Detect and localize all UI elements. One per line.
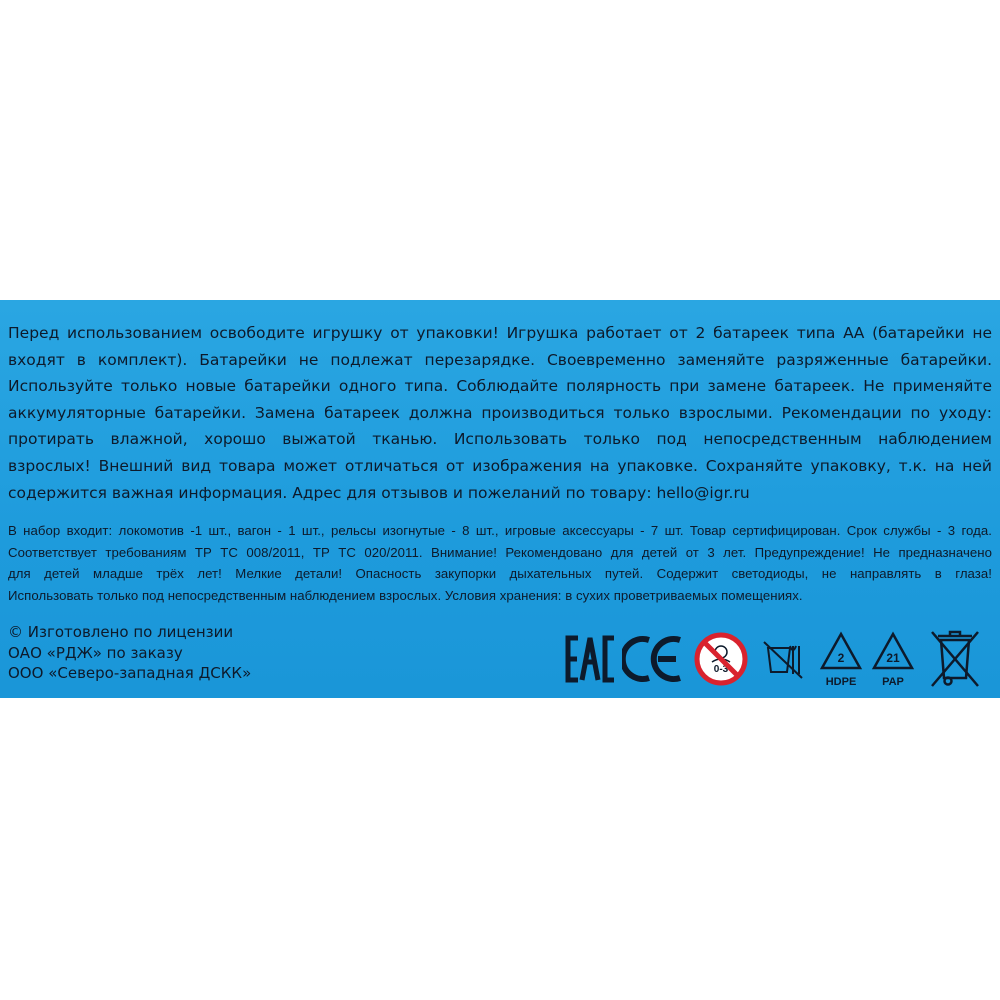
details-line: В набор входит: локомотив -1 шт., вагон - 1 шт., рельсы изогнутые - 8 шт., игровые аксессуары - 7 шт. Товар сертифицирован. Срок службы - 3 года. xyxy=(8,523,992,538)
instructions-line: содержится важная информация. Адрес для отзывов и пожеланий по товару: hello@igr.ru xyxy=(8,483,750,502)
license-line: ООО «Северо-западная ДСКК» xyxy=(8,664,252,682)
instructions-line: протирать влажной, хорошо выжатой тканью. Использовать только под непосредственным наблюдением xyxy=(8,430,992,449)
pap-number: 21 xyxy=(886,651,900,665)
instructions-line: Используйте только новые батарейки одного типа. Соблюдайте полярность при замене батареек. Не применяйте xyxy=(8,377,992,396)
eac-mark-icon xyxy=(564,634,616,684)
not-for-food-icon xyxy=(760,638,806,682)
details-line: Использовать только под непосредственным наблюдением взрослых. Условия хранения: в сухих проветриваемых помещениях. xyxy=(8,587,803,603)
pap-recycling-icon xyxy=(870,630,916,674)
hdpe-label: HDPE xyxy=(825,676,857,688)
age-warning-icon xyxy=(694,632,748,686)
certification-symbols xyxy=(560,626,990,692)
instructions-line: взрослых! Внешний вид товара может отличаться от изображения на упаковке. Сохраняйте упаковку, т.к. на ней xyxy=(8,456,992,475)
instructions-line: входят в комплект). Батарейки не подлежат перезарядке. Своевременно заменяйте разряженные батарейки. xyxy=(8,350,992,369)
details-line: для детей младше трёх лет! Мелкие детали! Опасность закупорки дыхательных путей. Содержит светодиоды, не направлять в глаза! xyxy=(8,566,992,581)
set-details-paragraph xyxy=(8,520,992,606)
license-line: © Изготовлено по лицензии xyxy=(8,623,234,641)
instructions-paragraph xyxy=(8,320,992,506)
no-bin-disposal-icon xyxy=(928,628,982,690)
instructions-line: аккумуляторные батарейки. Замена батареек должна производиться только взрослыми. Рекомендации по уходу: xyxy=(8,403,992,422)
package-panel xyxy=(0,300,1000,698)
pap-label: PAP xyxy=(882,676,904,688)
ce-mark-icon xyxy=(622,634,684,684)
license-block xyxy=(8,622,251,684)
hdpe-recycling-icon xyxy=(818,630,864,674)
age-range-label: 0-3 xyxy=(713,664,729,675)
hdpe-number: 2 xyxy=(837,651,845,665)
details-line: Соответствует требованиям ТР ТС 008/2011, ТР ТС 020/2011. Внимание! Рекомендовано для детей от 3 лет. Предупреждение! Не предназначено xyxy=(8,544,992,560)
instructions-line: Перед использованием освободите игрушку от упаковки! Игрушка работает от 2 батареек типа АА (батарейки не xyxy=(8,324,992,342)
license-line: ОАО «РДЖ» по заказу xyxy=(8,643,183,662)
